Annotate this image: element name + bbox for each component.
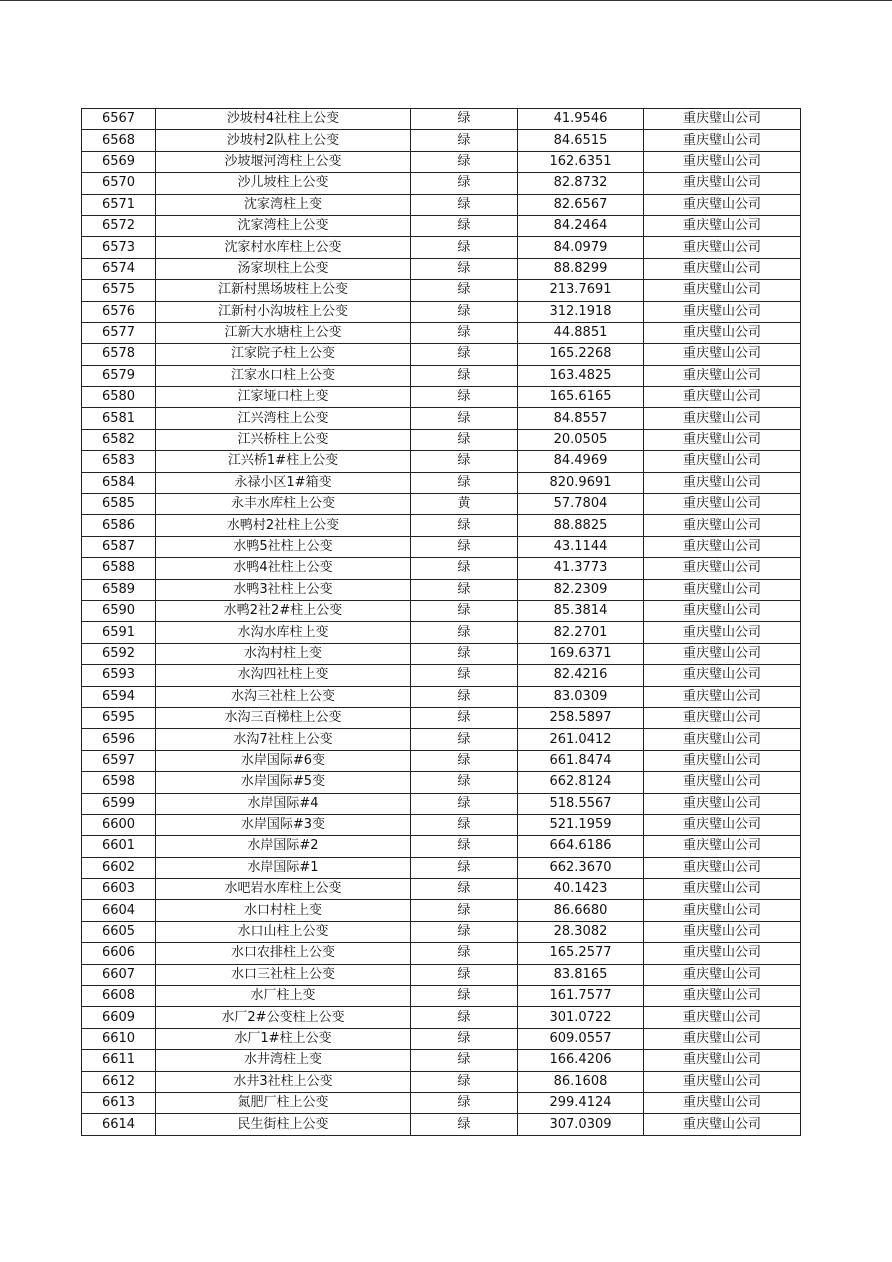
company-name: 重庆璧山公司 [644, 109, 801, 130]
capacity-value: 83.0309 [518, 686, 644, 707]
capacity-value: 162.6351 [518, 151, 644, 172]
transformer-name: 江新村黑场坡柱上公变 [156, 280, 411, 301]
row-number: 6582 [82, 429, 156, 450]
status-color: 绿 [411, 665, 518, 686]
transformer-name: 江新村小沟坡柱上公变 [156, 301, 411, 322]
table-row [82, 707, 801, 728]
company-name: 重庆璧山公司 [644, 879, 801, 900]
capacity-value: 88.8825 [518, 515, 644, 536]
company-name: 重庆璧山公司 [644, 130, 801, 151]
transformer-name: 沙坡村4社柱上公变 [156, 109, 411, 130]
capacity-value: 661.8474 [518, 750, 644, 771]
status-color: 绿 [411, 1028, 518, 1049]
transformer-name: 水鸭5社柱上公变 [156, 536, 411, 557]
row-number: 6570 [82, 173, 156, 194]
transformer-name: 水厂1#柱上公变 [156, 1028, 411, 1049]
row-number: 6591 [82, 622, 156, 643]
row-number: 6599 [82, 793, 156, 814]
table-body [82, 109, 801, 1136]
transformer-name: 水鸭2社2#柱上公变 [156, 600, 411, 621]
status-color: 绿 [411, 986, 518, 1007]
company-name: 重庆璧山公司 [644, 536, 801, 557]
status-color: 绿 [411, 130, 518, 151]
status-color: 绿 [411, 707, 518, 728]
status-color: 绿 [411, 408, 518, 429]
status-color: 绿 [411, 921, 518, 942]
table-row [82, 344, 801, 365]
transformer-name: 氮肥厂柱上公变 [156, 1092, 411, 1113]
transformer-name: 江新大水塘柱上公变 [156, 322, 411, 343]
capacity-value: 165.6165 [518, 387, 644, 408]
transformer-name: 沙儿坡柱上公变 [156, 173, 411, 194]
capacity-value: 161.7577 [518, 986, 644, 1007]
row-number: 6605 [82, 921, 156, 942]
table-row [82, 814, 801, 835]
row-number: 6580 [82, 387, 156, 408]
capacity-value: 820.9691 [518, 472, 644, 493]
row-number: 6575 [82, 280, 156, 301]
company-name: 重庆璧山公司 [644, 1114, 801, 1135]
transformer-name: 江兴桥柱上公变 [156, 429, 411, 450]
capacity-value: 307.0309 [518, 1114, 644, 1135]
capacity-value: 261.0412 [518, 729, 644, 750]
status-color: 绿 [411, 237, 518, 258]
capacity-value: 662.8124 [518, 772, 644, 793]
row-number: 6579 [82, 365, 156, 386]
transformer-name: 江兴湾柱上公变 [156, 408, 411, 429]
status-color: 绿 [411, 215, 518, 236]
transformer-name: 沈家湾柱上变 [156, 194, 411, 215]
transformer-name: 水岸国际#3变 [156, 814, 411, 835]
company-name: 重庆璧山公司 [644, 258, 801, 279]
capacity-value: 518.5567 [518, 793, 644, 814]
capacity-value: 40.1423 [518, 879, 644, 900]
table-row [82, 986, 801, 1007]
row-number: 6602 [82, 857, 156, 878]
capacity-value: 44.8851 [518, 322, 644, 343]
table-row [82, 301, 801, 322]
transformer-name: 汤家坝柱上公变 [156, 258, 411, 279]
capacity-value: 258.5897 [518, 707, 644, 728]
status-color: 绿 [411, 515, 518, 536]
capacity-value: 28.3082 [518, 921, 644, 942]
capacity-value: 41.3773 [518, 558, 644, 579]
status-color: 绿 [411, 1007, 518, 1028]
transformer-name: 水沟村柱上变 [156, 643, 411, 664]
capacity-value: 312.1918 [518, 301, 644, 322]
page-top-border [0, 0, 892, 1]
capacity-value: 82.2701 [518, 622, 644, 643]
status-color: 绿 [411, 429, 518, 450]
table-row [82, 151, 801, 172]
company-name: 重庆璧山公司 [644, 151, 801, 172]
capacity-value: 20.0505 [518, 429, 644, 450]
status-color: 绿 [411, 322, 518, 343]
status-color: 绿 [411, 814, 518, 835]
status-color: 绿 [411, 365, 518, 386]
company-name: 重庆璧山公司 [644, 857, 801, 878]
company-name: 重庆璧山公司 [644, 686, 801, 707]
table-row [82, 1114, 801, 1135]
company-name: 重庆璧山公司 [644, 494, 801, 515]
status-color: 绿 [411, 772, 518, 793]
transformer-name: 水岸国际#4 [156, 793, 411, 814]
company-name: 重庆璧山公司 [644, 280, 801, 301]
capacity-value: 82.8732 [518, 173, 644, 194]
row-number: 6588 [82, 558, 156, 579]
capacity-value: 82.6567 [518, 194, 644, 215]
status-color: 绿 [411, 472, 518, 493]
row-number: 6584 [82, 472, 156, 493]
status-color: 绿 [411, 900, 518, 921]
row-number: 6594 [82, 686, 156, 707]
capacity-value: 664.6186 [518, 836, 644, 857]
status-color: 绿 [411, 600, 518, 621]
capacity-value: 82.4216 [518, 665, 644, 686]
table-row [82, 194, 801, 215]
row-number: 6567 [82, 109, 156, 130]
row-number: 6610 [82, 1028, 156, 1049]
capacity-value: 301.0722 [518, 1007, 644, 1028]
transformer-name: 水口农排柱上公变 [156, 943, 411, 964]
status-color: 绿 [411, 857, 518, 878]
row-number: 6577 [82, 322, 156, 343]
company-name: 重庆璧山公司 [644, 515, 801, 536]
transformer-name: 民生街柱上公变 [156, 1114, 411, 1135]
transformer-name: 水井3社柱上公变 [156, 1071, 411, 1092]
company-name: 重庆璧山公司 [644, 301, 801, 322]
table-row [82, 1071, 801, 1092]
capacity-value: 57.7804 [518, 494, 644, 515]
row-number: 6573 [82, 237, 156, 258]
table-row [82, 836, 801, 857]
table-row [82, 900, 801, 921]
table-row [82, 943, 801, 964]
status-color: 绿 [411, 173, 518, 194]
status-color: 绿 [411, 729, 518, 750]
status-color: 绿 [411, 943, 518, 964]
table-row [82, 387, 801, 408]
table-row [82, 258, 801, 279]
capacity-value: 86.6680 [518, 900, 644, 921]
company-name: 重庆璧山公司 [644, 1050, 801, 1071]
status-color: 绿 [411, 194, 518, 215]
row-number: 6583 [82, 451, 156, 472]
table-row [82, 558, 801, 579]
capacity-value: 41.9546 [518, 109, 644, 130]
table-row [82, 1050, 801, 1071]
transformer-name: 水口村柱上变 [156, 900, 411, 921]
row-number: 6608 [82, 986, 156, 1007]
status-color: 绿 [411, 109, 518, 130]
transformer-table [81, 108, 801, 1136]
transformer-name: 水沟四社柱上变 [156, 665, 411, 686]
status-color: 绿 [411, 1092, 518, 1113]
company-name: 重庆璧山公司 [644, 665, 801, 686]
capacity-value: 662.3670 [518, 857, 644, 878]
company-name: 重庆璧山公司 [644, 215, 801, 236]
company-name: 重庆璧山公司 [644, 1092, 801, 1113]
status-color: 绿 [411, 836, 518, 857]
row-number: 6597 [82, 750, 156, 771]
company-name: 重庆璧山公司 [644, 322, 801, 343]
capacity-value: 84.4969 [518, 451, 644, 472]
transformer-name: 水沟水库柱上变 [156, 622, 411, 643]
status-color: 绿 [411, 1114, 518, 1135]
transformer-name: 水鸭4社柱上公变 [156, 558, 411, 579]
status-color: 绿 [411, 536, 518, 557]
capacity-value: 165.2268 [518, 344, 644, 365]
company-name: 重庆璧山公司 [644, 793, 801, 814]
transformer-name: 沙坡村2队柱上公变 [156, 130, 411, 151]
table-row [82, 686, 801, 707]
table-row [82, 451, 801, 472]
table-row [82, 750, 801, 771]
company-name: 重庆璧山公司 [644, 344, 801, 365]
transformer-name: 水沟三百梯柱上公变 [156, 707, 411, 728]
company-name: 重庆璧山公司 [644, 173, 801, 194]
capacity-value: 169.6371 [518, 643, 644, 664]
table-row [82, 237, 801, 258]
table-row [82, 600, 801, 621]
table-row [82, 857, 801, 878]
row-number: 6601 [82, 836, 156, 857]
table-row [82, 130, 801, 151]
company-name: 重庆璧山公司 [644, 365, 801, 386]
row-number: 6576 [82, 301, 156, 322]
company-name: 重庆璧山公司 [644, 194, 801, 215]
transformer-name: 水沟7社柱上公变 [156, 729, 411, 750]
capacity-value: 82.2309 [518, 579, 644, 600]
status-color: 绿 [411, 643, 518, 664]
transformer-name: 江家水口柱上公变 [156, 365, 411, 386]
table-row [82, 729, 801, 750]
row-number: 6603 [82, 879, 156, 900]
transformer-name: 水岸国际#5变 [156, 772, 411, 793]
transformer-name: 江兴桥1#柱上公变 [156, 451, 411, 472]
table-row [82, 772, 801, 793]
transformer-name: 水岸国际#1 [156, 857, 411, 878]
row-number: 6607 [82, 964, 156, 985]
company-name: 重庆璧山公司 [644, 472, 801, 493]
row-number: 6598 [82, 772, 156, 793]
company-name: 重庆璧山公司 [644, 750, 801, 771]
company-name: 重庆璧山公司 [644, 643, 801, 664]
company-name: 重庆璧山公司 [644, 900, 801, 921]
transformer-name: 水岸国际#2 [156, 836, 411, 857]
capacity-value: 163.4825 [518, 365, 644, 386]
row-number: 6569 [82, 151, 156, 172]
status-color: 绿 [411, 387, 518, 408]
table-row [82, 643, 801, 664]
company-name: 重庆璧山公司 [644, 600, 801, 621]
company-name: 重庆璧山公司 [644, 622, 801, 643]
status-color: 绿 [411, 344, 518, 365]
row-number: 6611 [82, 1050, 156, 1071]
table-row [82, 1007, 801, 1028]
transformer-name: 沙坡堰河湾柱上公变 [156, 151, 411, 172]
row-number: 6604 [82, 900, 156, 921]
company-name: 重庆璧山公司 [644, 772, 801, 793]
transformer-name: 沈家村水库柱上公变 [156, 237, 411, 258]
status-color: 绿 [411, 451, 518, 472]
status-color: 绿 [411, 151, 518, 172]
capacity-value: 299.4124 [518, 1092, 644, 1113]
status-color: 黄 [411, 494, 518, 515]
transformer-name: 水厂柱上变 [156, 986, 411, 1007]
transformer-name: 水沟三社柱上公变 [156, 686, 411, 707]
table-row [82, 879, 801, 900]
row-number: 6578 [82, 344, 156, 365]
status-color: 绿 [411, 686, 518, 707]
table-row [82, 793, 801, 814]
row-number: 6571 [82, 194, 156, 215]
capacity-value: 165.2577 [518, 943, 644, 964]
transformer-name: 水吧岩水库柱上公变 [156, 879, 411, 900]
company-name: 重庆璧山公司 [644, 387, 801, 408]
row-number: 6614 [82, 1114, 156, 1135]
row-number: 6595 [82, 707, 156, 728]
company-name: 重庆璧山公司 [644, 1071, 801, 1092]
company-name: 重庆璧山公司 [644, 943, 801, 964]
row-number: 6589 [82, 579, 156, 600]
capacity-value: 84.2464 [518, 215, 644, 236]
capacity-value: 86.1608 [518, 1071, 644, 1092]
company-name: 重庆璧山公司 [644, 814, 801, 835]
table-row [82, 173, 801, 194]
row-number: 6572 [82, 215, 156, 236]
company-name: 重庆璧山公司 [644, 451, 801, 472]
capacity-value: 83.8165 [518, 964, 644, 985]
capacity-value: 85.3814 [518, 600, 644, 621]
status-color: 绿 [411, 280, 518, 301]
table-row [82, 665, 801, 686]
transformer-name: 永丰水库柱上公变 [156, 494, 411, 515]
company-name: 重庆璧山公司 [644, 1007, 801, 1028]
row-number: 6606 [82, 943, 156, 964]
transformer-name: 水鸭村2社柱上公变 [156, 515, 411, 536]
company-name: 重庆璧山公司 [644, 964, 801, 985]
status-color: 绿 [411, 1071, 518, 1092]
transformer-name: 永禄小区1#箱变 [156, 472, 411, 493]
capacity-value: 84.8557 [518, 408, 644, 429]
transformer-name: 水鸭3社柱上公变 [156, 579, 411, 600]
transformer-name: 江家垭口柱上变 [156, 387, 411, 408]
status-color: 绿 [411, 793, 518, 814]
row-number: 6587 [82, 536, 156, 557]
table-row [82, 579, 801, 600]
table-row [82, 622, 801, 643]
status-color: 绿 [411, 258, 518, 279]
table-row [82, 109, 801, 130]
row-number: 6574 [82, 258, 156, 279]
transformer-name: 江家院子柱上公变 [156, 344, 411, 365]
table-row [82, 215, 801, 236]
status-color: 绿 [411, 558, 518, 579]
row-number: 6612 [82, 1071, 156, 1092]
transformer-name: 水口三社柱上公变 [156, 964, 411, 985]
company-name: 重庆璧山公司 [644, 836, 801, 857]
row-number: 6609 [82, 1007, 156, 1028]
transformer-name: 水岸国际#6变 [156, 750, 411, 771]
status-color: 绿 [411, 579, 518, 600]
transformer-name: 水井湾柱上变 [156, 1050, 411, 1071]
company-name: 重庆璧山公司 [644, 558, 801, 579]
capacity-value: 84.6515 [518, 130, 644, 151]
table-row [82, 1092, 801, 1113]
company-name: 重庆璧山公司 [644, 579, 801, 600]
company-name: 重庆璧山公司 [644, 986, 801, 1007]
row-number: 6613 [82, 1092, 156, 1113]
company-name: 重庆璧山公司 [644, 237, 801, 258]
company-name: 重庆璧山公司 [644, 429, 801, 450]
capacity-value: 84.0979 [518, 237, 644, 258]
status-color: 绿 [411, 750, 518, 771]
capacity-value: 43.1144 [518, 536, 644, 557]
row-number: 6581 [82, 408, 156, 429]
transformer-name: 沈家湾柱上公变 [156, 215, 411, 236]
capacity-value: 88.8299 [518, 258, 644, 279]
table-row [82, 494, 801, 515]
status-color: 绿 [411, 879, 518, 900]
row-number: 6568 [82, 130, 156, 151]
capacity-value: 609.0557 [518, 1028, 644, 1049]
table-row [82, 515, 801, 536]
status-color: 绿 [411, 1050, 518, 1071]
row-number: 6585 [82, 494, 156, 515]
row-number: 6590 [82, 600, 156, 621]
capacity-value: 213.7691 [518, 280, 644, 301]
company-name: 重庆璧山公司 [644, 729, 801, 750]
table-row [82, 429, 801, 450]
table-row [82, 536, 801, 557]
row-number: 6600 [82, 814, 156, 835]
table-row [82, 365, 801, 386]
status-color: 绿 [411, 964, 518, 985]
transformer-name: 水口山柱上公变 [156, 921, 411, 942]
table-row [82, 408, 801, 429]
capacity-value: 521.1959 [518, 814, 644, 835]
status-color: 绿 [411, 301, 518, 322]
row-number: 6586 [82, 515, 156, 536]
company-name: 重庆璧山公司 [644, 1028, 801, 1049]
company-name: 重庆璧山公司 [644, 707, 801, 728]
table-row [82, 322, 801, 343]
row-number: 6592 [82, 643, 156, 664]
row-number: 6596 [82, 729, 156, 750]
row-number: 6593 [82, 665, 156, 686]
transformer-name: 水厂2#公变柱上公变 [156, 1007, 411, 1028]
table-row [82, 280, 801, 301]
capacity-value: 166.4206 [518, 1050, 644, 1071]
table-row [82, 964, 801, 985]
status-color: 绿 [411, 622, 518, 643]
company-name: 重庆璧山公司 [644, 921, 801, 942]
table-row [82, 1028, 801, 1049]
company-name: 重庆璧山公司 [644, 408, 801, 429]
table-row [82, 921, 801, 942]
table-row [82, 472, 801, 493]
